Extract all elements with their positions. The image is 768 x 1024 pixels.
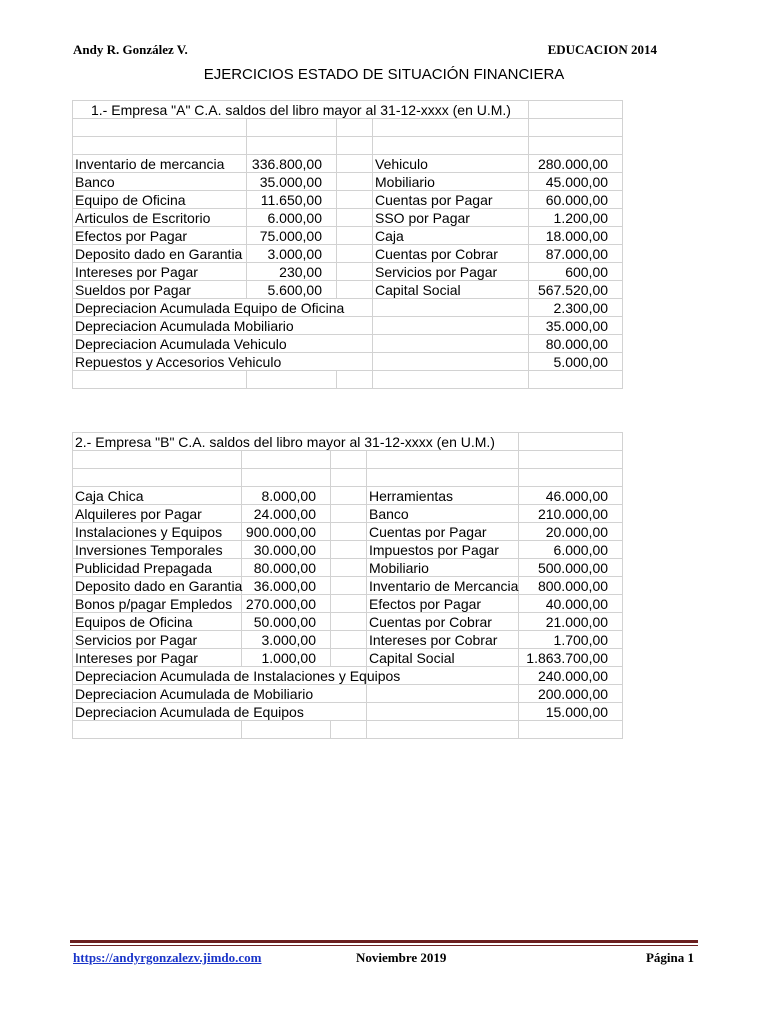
empty-cell <box>331 649 367 667</box>
empty-cell <box>331 469 367 487</box>
empty-cell <box>367 469 519 487</box>
empty-cell <box>529 137 623 155</box>
empty-cell <box>331 721 367 739</box>
table-row <box>73 209 623 227</box>
account-amount: 500.000,00 <box>519 559 623 577</box>
empty-cell <box>337 191 373 209</box>
table-row <box>73 595 623 613</box>
table-row <box>73 523 623 541</box>
empty-cell <box>519 451 623 469</box>
account-amount: 20.000,00 <box>519 523 623 541</box>
account-name: Depreciacion Acumulada Vehiculo <box>73 335 373 353</box>
account-name: Repuestos y Accesorios Vehiculo <box>73 353 373 371</box>
table-row <box>73 577 623 595</box>
empty-cell <box>247 371 337 389</box>
empty-cell <box>331 577 367 595</box>
account-name: Depreciacion Acumulada de Mobiliario <box>73 685 367 703</box>
empty-row <box>73 469 623 487</box>
account-name: Inventario de mercancia <box>73 155 247 173</box>
empty-cell <box>373 119 529 137</box>
empty-row <box>73 137 623 155</box>
account-amount: 1.000,00 <box>242 649 331 667</box>
account-name: Cuentas por Pagar <box>367 523 519 541</box>
account-amount: 2.300,00 <box>529 299 623 317</box>
account-amount: 5.000,00 <box>529 353 623 371</box>
account-amount: 567.520,00 <box>529 281 623 299</box>
table-row <box>73 685 623 703</box>
page-number: Página 1 <box>645 950 694 965</box>
empty-cell <box>337 227 373 245</box>
account-name: Bonos p/pagar Empledos <box>73 595 242 613</box>
empty-cell <box>337 209 373 227</box>
empty-cell <box>337 137 373 155</box>
empty-cell <box>331 487 367 505</box>
empty-cell <box>247 137 337 155</box>
table-row <box>73 353 623 371</box>
empty-cell <box>367 721 519 739</box>
account-amount: 30.000,00 <box>242 541 331 559</box>
empty-cell <box>373 299 529 317</box>
account-amount: 45.000,00 <box>529 173 623 191</box>
account-name: Cuentas por Cobrar <box>367 613 519 631</box>
empty-cell <box>331 559 367 577</box>
account-name: Depreciacion Acumulada Equipo de Oficina <box>73 299 373 317</box>
account-amount: 8.000,00 <box>242 487 331 505</box>
account-name: Instalaciones y Equipos <box>73 523 242 541</box>
account-amount: 15.000,00 <box>519 703 623 721</box>
empty-cell <box>331 613 367 631</box>
account-name: Deposito dado en Garantia <box>73 245 247 263</box>
account-amount: 600,00 <box>529 263 623 281</box>
empty-cell <box>367 703 519 721</box>
account-amount: 80.000,00 <box>529 335 623 353</box>
table-row <box>73 505 623 523</box>
empty-cell <box>73 721 242 739</box>
table-row <box>73 299 623 317</box>
account-name: Servicios por Pagar <box>73 631 242 649</box>
account-amount: 210.000,00 <box>519 505 623 523</box>
empty-cell <box>373 317 529 335</box>
table-row <box>73 335 623 353</box>
caption-row <box>73 433 623 451</box>
account-amount: 1.200,00 <box>529 209 623 227</box>
account-amount: 3.000,00 <box>247 245 337 263</box>
account-amount: 3.000,00 <box>242 631 331 649</box>
table-row <box>73 317 623 335</box>
table-row <box>73 245 623 263</box>
table-row <box>73 281 623 299</box>
account-amount: 270.000,00 <box>242 595 331 613</box>
empty-row <box>73 119 623 137</box>
account-name: Efectos por Pagar <box>367 595 519 613</box>
account-name: Cuentas por Pagar <box>373 191 529 209</box>
empty-cell <box>73 451 242 469</box>
empty-cell <box>73 119 247 137</box>
table-row <box>73 613 623 631</box>
account-amount: 40.000,00 <box>519 595 623 613</box>
account-name: Cuentas por Cobrar <box>373 245 529 263</box>
page-title: EJERCICIOS ESTADO DE SITUACIÓN FINANCIERA <box>203 66 565 83</box>
empty-cell <box>519 721 623 739</box>
table-row <box>73 227 623 245</box>
account-amount: 50.000,00 <box>242 613 331 631</box>
empty-row <box>73 371 623 389</box>
account-amount: 240.000,00 <box>519 667 623 685</box>
empty-cell <box>242 451 331 469</box>
account-amount: 230,00 <box>247 263 337 281</box>
table-row <box>73 191 623 209</box>
account-name: Inventario de Mercancia <box>367 577 519 595</box>
empty-cell <box>519 469 623 487</box>
account-amount: 35.000,00 <box>247 173 337 191</box>
empty-cell <box>73 469 242 487</box>
account-name: Banco <box>367 505 519 523</box>
table-row <box>73 631 623 649</box>
account-amount: 80.000,00 <box>242 559 331 577</box>
account-amount: 336.800,00 <box>247 155 337 173</box>
account-name: Vehiculo <box>373 155 529 173</box>
empty-cell <box>247 119 337 137</box>
ledger-table-b <box>72 432 623 739</box>
table-caption: 1.- Empresa "A" C.A. saldos del libro mayor al 31-12-xxxx (en U.M.) <box>73 101 529 119</box>
empty-cell <box>337 371 373 389</box>
account-amount: 18.000,00 <box>529 227 623 245</box>
account-amount: 46.000,00 <box>519 487 623 505</box>
account-amount: 21.000,00 <box>519 613 623 631</box>
ledger-table-a <box>72 100 623 389</box>
empty-cell <box>331 595 367 613</box>
account-amount: 1.700,00 <box>519 631 623 649</box>
empty-cell <box>367 451 519 469</box>
account-amount: 6.000,00 <box>519 541 623 559</box>
empty-cell <box>73 371 247 389</box>
account-amount: 5.600,00 <box>247 281 337 299</box>
account-name: Servicios por Pagar <box>373 263 529 281</box>
account-name: SSO por Pagar <box>373 209 529 227</box>
account-name: Efectos por Pagar <box>73 227 247 245</box>
account-name: Depreciacion Acumulada Mobiliario <box>73 317 373 335</box>
account-amount: 87.000,00 <box>529 245 623 263</box>
account-amount: 75.000,00 <box>247 227 337 245</box>
empty-cell <box>331 505 367 523</box>
account-amount: 800.000,00 <box>519 577 623 595</box>
account-amount: 35.000,00 <box>529 317 623 335</box>
table-row <box>73 667 623 685</box>
table-caption: 2.- Empresa "B" C.A. saldos del libro mayor al 31-12-xxxx (en U.M.) <box>73 433 519 451</box>
empty-cell <box>519 433 623 451</box>
empty-cell <box>529 101 623 119</box>
account-name: Capital Social <box>373 281 529 299</box>
empty-cell <box>373 137 529 155</box>
empty-cell <box>373 335 529 353</box>
table-row <box>73 155 623 173</box>
empty-cell <box>337 155 373 173</box>
account-name: Herramientas <box>367 487 519 505</box>
empty-cell <box>367 685 519 703</box>
account-name: Deposito dado en Garantia <box>73 577 242 595</box>
empty-cell <box>337 173 373 191</box>
footer-link[interactable]: https://andyrgonzalezv.jimdo.com <box>73 950 262 965</box>
header-author: Andy R. González V. <box>73 42 188 57</box>
account-name: Inversiones Temporales <box>73 541 242 559</box>
table-row <box>73 649 623 667</box>
account-name: Equipos de Oficina <box>73 613 242 631</box>
account-name: Mobiliario <box>373 173 529 191</box>
account-amount: 280.000,00 <box>529 155 623 173</box>
empty-cell <box>373 353 529 371</box>
account-name: Intereses por Pagar <box>73 649 242 667</box>
footer-rule-thin <box>70 945 698 946</box>
account-name: Intereses por Cobrar <box>367 631 519 649</box>
account-name: Sueldos por Pagar <box>73 281 247 299</box>
table-row <box>73 263 623 281</box>
account-name: Equipo de Oficina <box>73 191 247 209</box>
caption-row <box>73 101 623 119</box>
empty-cell <box>373 371 529 389</box>
empty-cell <box>331 541 367 559</box>
account-name: Depreciacion Acumulada de Equipos <box>73 703 367 721</box>
empty-cell <box>529 119 623 137</box>
account-amount: 36.000,00 <box>242 577 331 595</box>
account-name: Publicidad Prepagada <box>73 559 242 577</box>
account-name: Caja Chica <box>73 487 242 505</box>
account-name: Depreciacion Acumulada de Instalaciones y Equipos <box>73 667 367 685</box>
empty-cell <box>242 721 331 739</box>
empty-cell <box>529 371 623 389</box>
account-name: Articulos de Escritorio <box>73 209 247 227</box>
table-row <box>73 173 623 191</box>
account-name: Caja <box>373 227 529 245</box>
table-row <box>73 559 623 577</box>
footer-date: Noviembre 2019 <box>356 950 447 965</box>
empty-cell <box>242 469 331 487</box>
table-row <box>73 487 623 505</box>
account-name: Intereses por Pagar <box>73 263 247 281</box>
account-name: Impuestos por Pagar <box>367 541 519 559</box>
header-label: EDUCACION 2014 <box>547 42 657 57</box>
footer-rule <box>70 940 698 943</box>
account-amount: 11.650,00 <box>247 191 337 209</box>
empty-cell <box>337 263 373 281</box>
account-amount: 1.863.700,00 <box>519 649 623 667</box>
empty-cell <box>337 281 373 299</box>
account-amount: 900.000,00 <box>242 523 331 541</box>
account-amount: 60.000,00 <box>529 191 623 209</box>
empty-cell <box>337 119 373 137</box>
table-row <box>73 541 623 559</box>
empty-row <box>73 451 623 469</box>
account-amount: 6.000,00 <box>247 209 337 227</box>
empty-cell <box>331 631 367 649</box>
account-name: Mobiliario <box>367 559 519 577</box>
account-name: Capital Social <box>367 649 519 667</box>
account-name: Banco <box>73 173 247 191</box>
empty-row <box>73 721 623 739</box>
table-row <box>73 703 623 721</box>
empty-cell <box>73 137 247 155</box>
account-amount: 200.000,00 <box>519 685 623 703</box>
empty-cell <box>337 245 373 263</box>
account-name: Alquileres por Pagar <box>73 505 242 523</box>
empty-cell <box>331 451 367 469</box>
account-amount: 24.000,00 <box>242 505 331 523</box>
empty-cell <box>331 523 367 541</box>
